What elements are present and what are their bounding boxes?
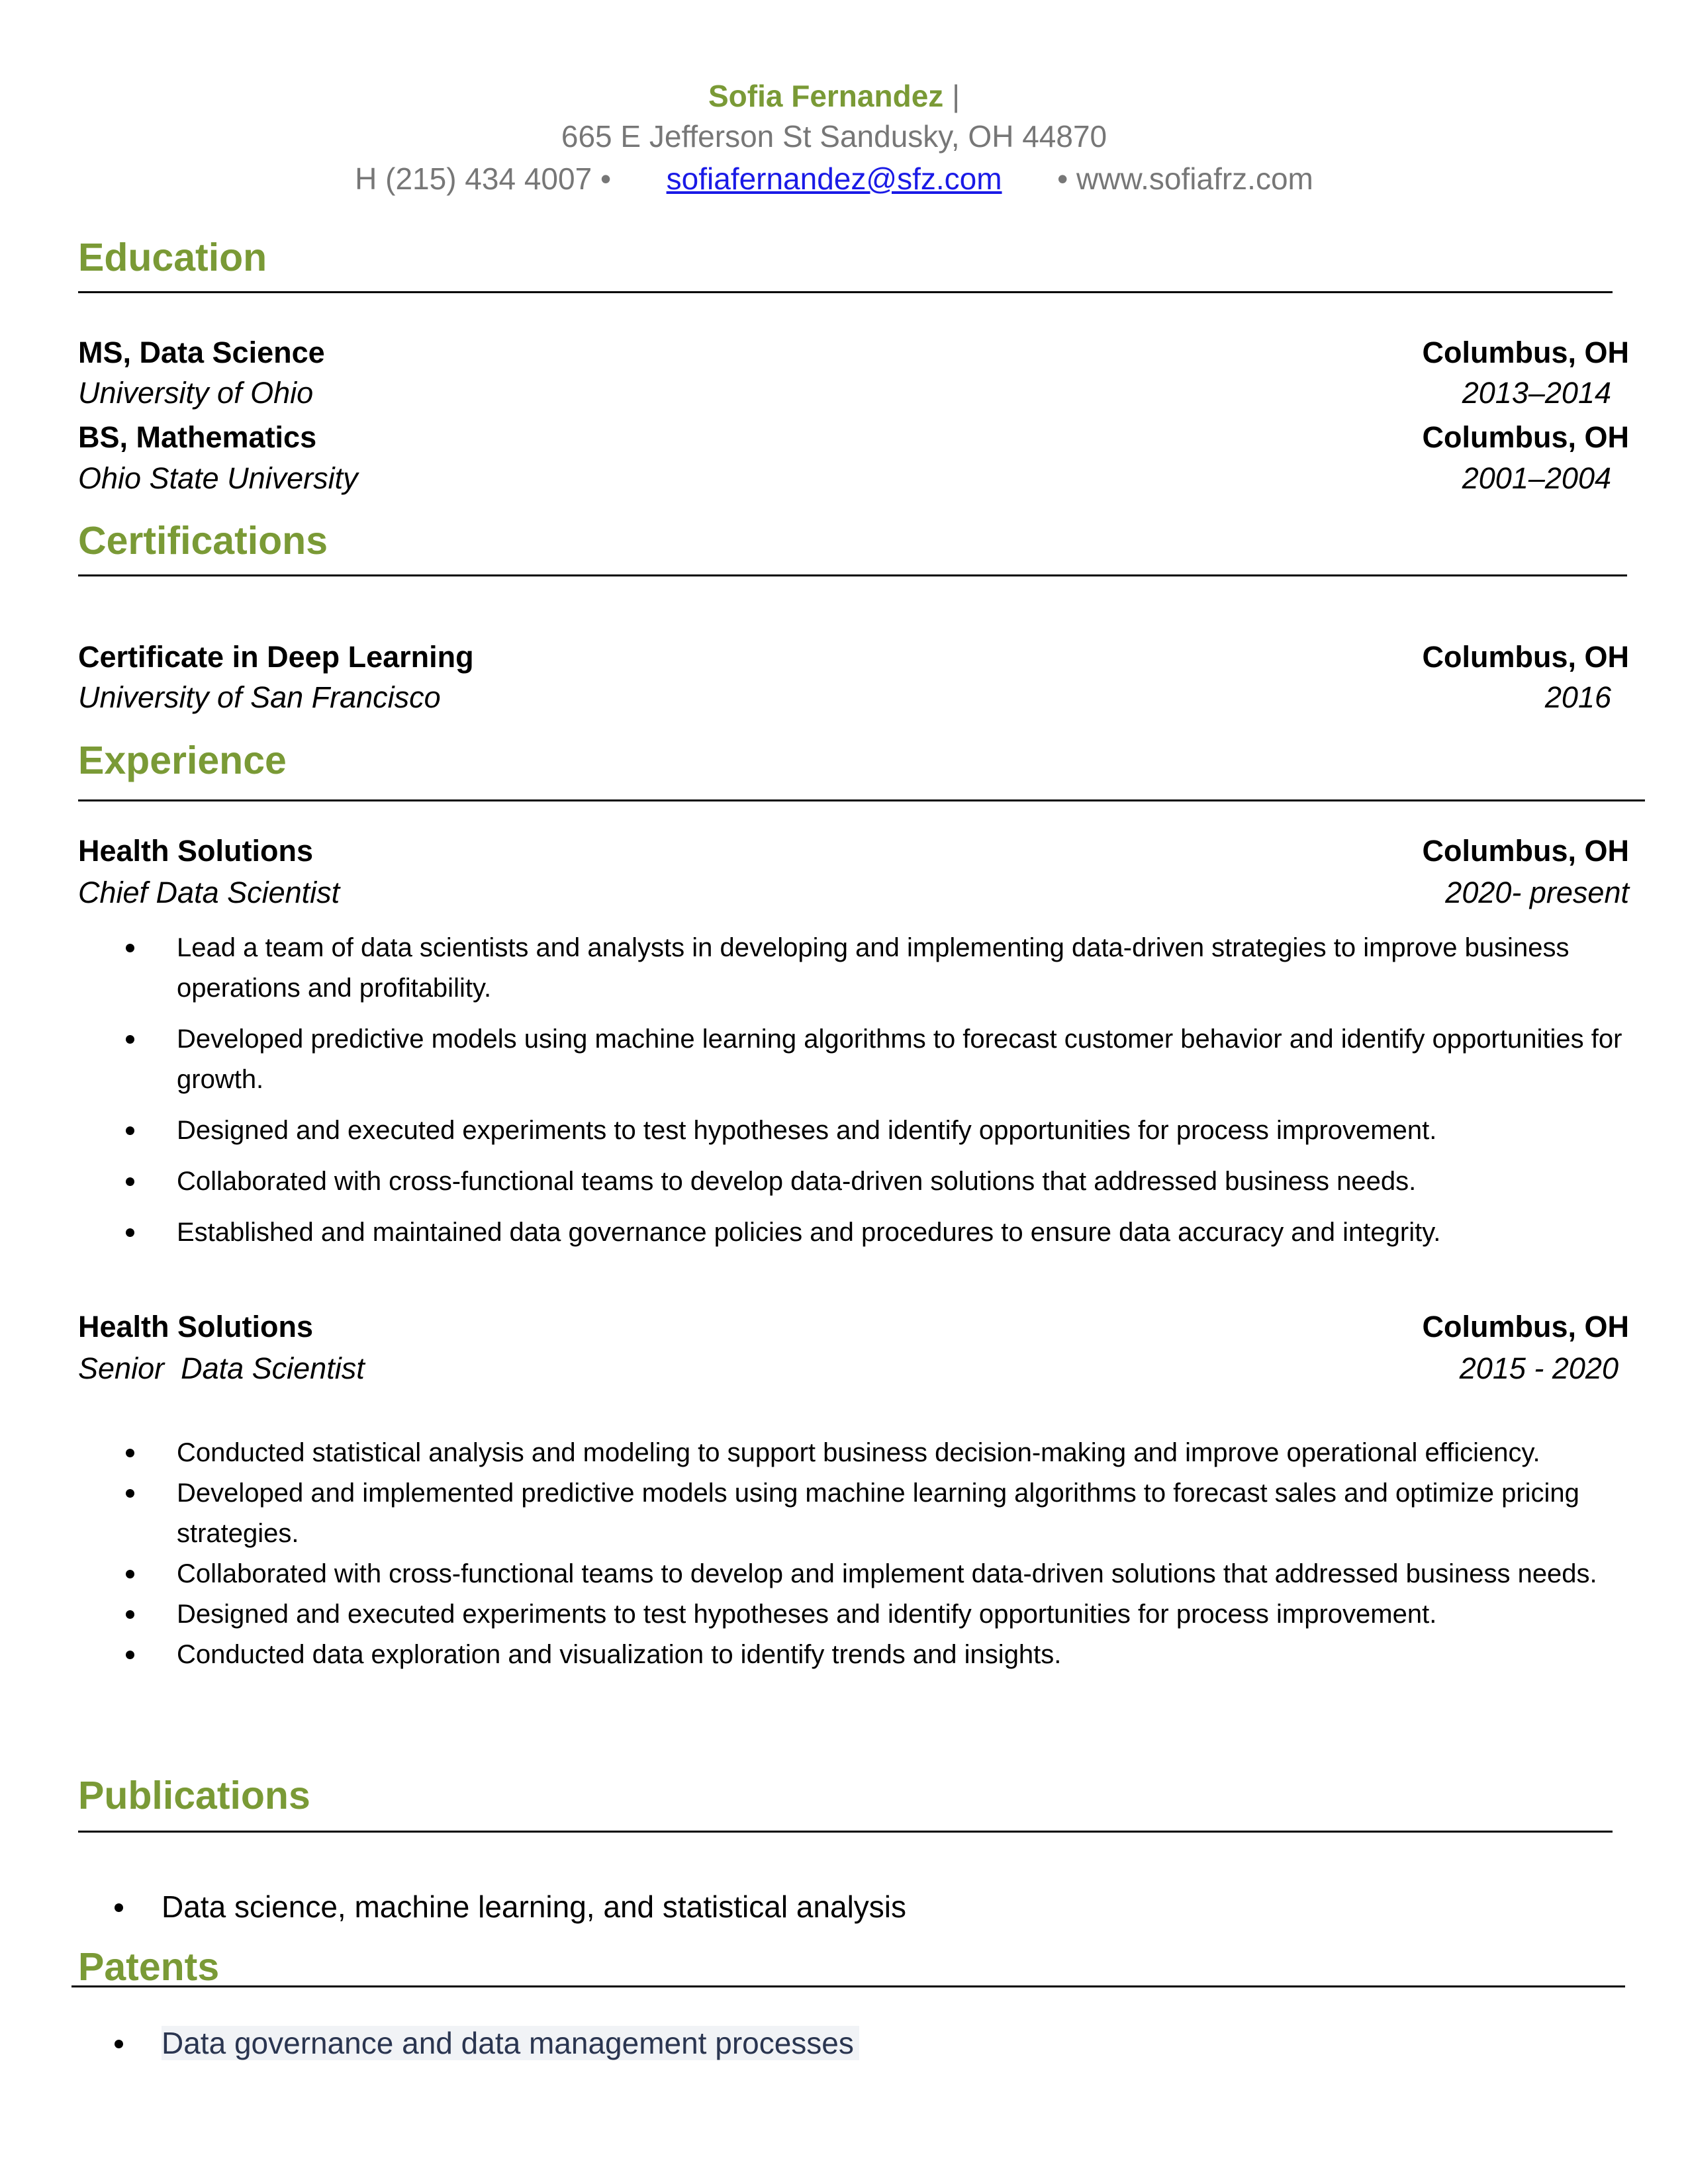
section-divider: [78, 799, 1645, 801]
list-item: Developed and implemented predictive models using machine learning algorithms to forecast sales and optimize pricing strategies.: [0, 1473, 1688, 1554]
education-school: University of Ohio: [78, 376, 314, 410]
candidate-name: Sofia Fernandez: [708, 79, 944, 113]
job-dates: 2020- present: [1445, 876, 1629, 909]
list-item: Data science, machine learning, and statistical analysis: [0, 1887, 906, 1927]
job-bullet-list: [0, 928, 1688, 1263]
section-divider: [78, 1831, 1613, 1833]
section-title-education: Education: [78, 236, 267, 279]
header-name-line: [0, 81, 1668, 111]
job-company: Health Solutions: [78, 834, 314, 868]
section-title-patents: Patents: [78, 1945, 220, 1989]
job-dates: 2015 - 2020: [1459, 1351, 1618, 1385]
education-dates: 2013–2014: [1462, 376, 1611, 410]
list-item: Collaborated with cross-functional teams to develop data-driven solutions that addressed business needs.: [0, 1161, 1688, 1202]
list-item: Designed and executed experiments to test hypotheses and identify opportunities for process improvement.: [0, 1111, 1688, 1151]
education-dates: 2001–2004: [1462, 461, 1611, 495]
job-role: Chief Data Scientist: [78, 876, 340, 909]
education-degree: BS, Mathematics: [78, 420, 317, 454]
contact-bullet: •: [1057, 161, 1068, 196]
website: www.sofiafrz.com: [1076, 161, 1313, 196]
certification-year: 2016: [1544, 680, 1611, 714]
education-degree: MS, Data Science: [78, 336, 325, 369]
list-item: Designed and executed experiments to test hypotheses and identify opportunities for process improvement.: [0, 1594, 1688, 1635]
name-separator: |: [952, 79, 961, 113]
job-location: Columbus, OH: [1422, 1310, 1629, 1343]
email-link[interactable]: sofiafernandez@sfz.com: [666, 161, 1002, 196]
patent-item-text: Data governance and data management processes: [162, 2026, 859, 2060]
section-title-publications: Publications: [78, 1774, 310, 1817]
job-company: Health Solutions: [78, 1310, 314, 1343]
publications-list: [0, 1887, 906, 1927]
header-address: 665 E Jefferson St Sandusky, OH 44870: [561, 119, 1107, 154]
job-role: Senior Data Scientist: [78, 1351, 365, 1385]
section-title-certifications: Certifications: [78, 519, 328, 563]
list-item: Conducted statistical analysis and modeling to support business decision-making and improve operational efficiency.: [0, 1433, 1688, 1473]
education-location: Columbus, OH: [1422, 336, 1629, 369]
certification-location: Columbus, OH: [1422, 640, 1629, 674]
certification-issuer: University of San Francisco: [78, 680, 441, 714]
contact-bullet: •: [600, 161, 612, 196]
section-title-experience: Experience: [78, 739, 287, 782]
list-item: Established and maintained data governance policies and procedures to ensure data accuracy and integrity.: [0, 1212, 1688, 1253]
list-item: Collaborated with cross-functional teams to develop and implement data-driven solutions that addressed business needs.: [0, 1554, 1688, 1594]
phone-number: H (215) 434 4007: [355, 161, 592, 196]
job-bullet-list: [0, 1433, 1688, 1675]
job-location: Columbus, OH: [1422, 834, 1629, 868]
list-item: [0, 2023, 859, 2063]
section-divider: [78, 291, 1613, 293]
list-item: Conducted data exploration and visualization to identify trends and insights.: [0, 1635, 1688, 1675]
education-location: Columbus, OH: [1422, 420, 1629, 454]
list-item: Lead a team of data scientists and analysts in developing and implementing data-driven strategies to improve business operations and profitability.: [0, 928, 1688, 1009]
certification-name: Certificate in Deep Learning: [78, 640, 474, 674]
list-item: Developed predictive models using machine learning algorithms to forecast customer behavior and identify opportunities for growth.: [0, 1019, 1688, 1100]
header-contact-line: [0, 163, 1668, 194]
section-divider: [78, 574, 1627, 576]
education-school: Ohio State University: [78, 461, 358, 495]
patents-list: [0, 2023, 859, 2063]
section-divider: [71, 1985, 1625, 1987]
